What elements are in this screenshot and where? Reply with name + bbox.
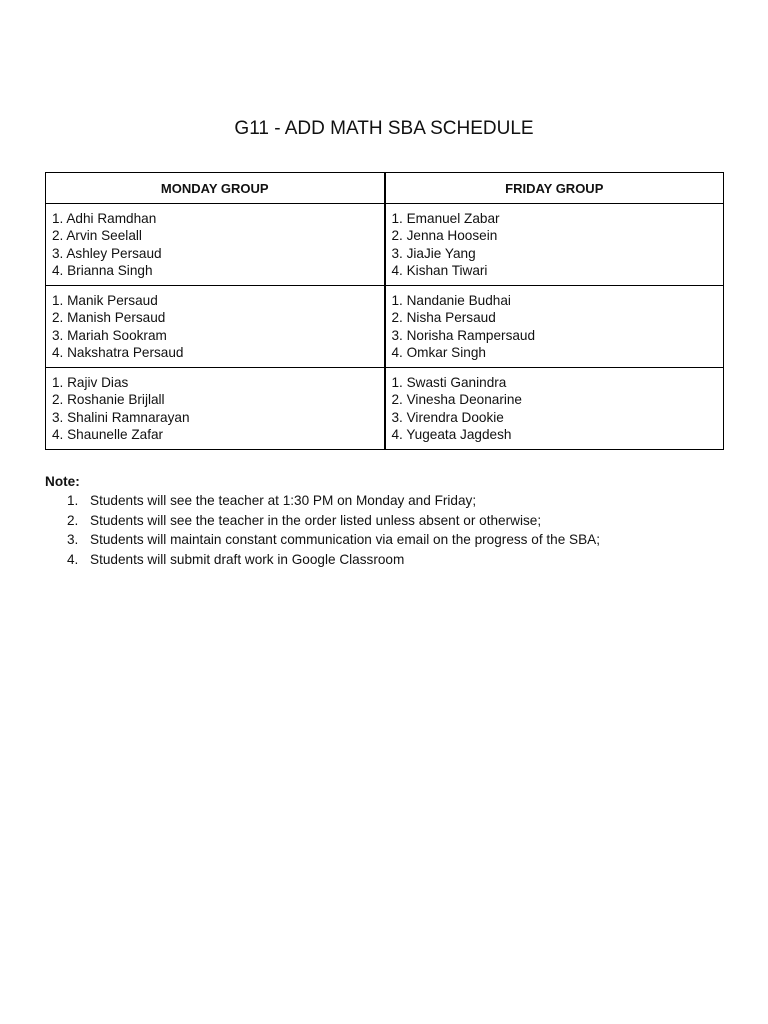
- table-row: [46, 286, 724, 368]
- header-friday-group: FRIDAY GROUP: [385, 173, 724, 204]
- note-number: 3.: [67, 532, 79, 548]
- note-text: Students will see the teacher in the order listed unless absent or otherwise;: [90, 512, 542, 528]
- student-name: 3. Norisha Rampersaud: [391, 327, 536, 343]
- student-name: 1. Rajiv Dias: [52, 375, 129, 390]
- note-number: 2.: [67, 512, 79, 528]
- student-name: 3. Mariah Sookram: [52, 327, 167, 343]
- table-header-row: [46, 173, 724, 204]
- note-text: Students will see the teacher at 1:30 PM on Monday and Friday;: [90, 493, 477, 508]
- student-name: 3. Ashley Persaud: [52, 245, 162, 261]
- note-number: 4.: [67, 552, 79, 568]
- friday-group-cell: [385, 204, 724, 286]
- note-item: [45, 511, 725, 531]
- notes-label: Note:: [45, 474, 80, 489]
- student-name: 4. Omkar Singh: [391, 344, 486, 360]
- student-name: 1. Swasti Ganindra: [391, 375, 507, 390]
- student-name: 2. Vinesha Deonarine: [391, 392, 522, 408]
- friday-group-cell: [385, 368, 724, 450]
- student-name: 3. Shalini Ramnarayan: [52, 409, 190, 425]
- friday-group-cell: [385, 286, 724, 368]
- student-name: 4. Yugeata Jagdesh: [391, 426, 512, 442]
- student-name: 3. Virendra Dookie: [391, 409, 504, 425]
- table-row: [46, 204, 724, 286]
- student-name: 1. Emanuel Zabar: [391, 211, 500, 226]
- document-title: G11 - ADD MATH SBA SCHEDULE: [234, 118, 534, 139]
- student-name: 1. Adhi Ramdhan: [52, 211, 157, 226]
- note-number: 1.: [67, 493, 79, 508]
- notes-section: [45, 472, 725, 570]
- student-name: 4. Brianna Singh: [52, 262, 153, 278]
- student-name: 2. Nisha Persaud: [391, 310, 496, 326]
- note-item: [45, 530, 725, 550]
- monday-group-cell: [46, 368, 385, 450]
- student-name: 1. Nandanie Budhai: [391, 293, 511, 308]
- student-name: 4. Shaunelle Zafar: [52, 426, 164, 442]
- student-name: 1. Manik Persaud: [52, 293, 158, 308]
- note-item: [45, 550, 725, 570]
- monday-group-cell: [46, 286, 385, 368]
- student-name: 2. Arvin Seelall: [52, 228, 142, 244]
- student-name: 4. Nakshatra Persaud: [52, 344, 184, 360]
- table-row: [46, 368, 724, 450]
- student-name: 4. Kishan Tiwari: [391, 262, 488, 278]
- student-name: 2. Roshanie Brijlall: [52, 392, 165, 408]
- student-name: 2. Manish Persaud: [52, 310, 166, 326]
- note-text: Students will maintain constant communication via email on the progress of the SBA;: [90, 532, 601, 548]
- schedule-table: [45, 172, 724, 450]
- header-monday-group: MONDAY GROUP: [46, 173, 385, 204]
- monday-group-cell: [46, 204, 385, 286]
- student-name: 2. Jenna Hoosein: [391, 228, 498, 244]
- note-item: [45, 491, 725, 511]
- note-text: Students will submit draft work in Google Classroom: [90, 552, 405, 568]
- student-name: 3. JiaJie Yang: [391, 245, 476, 261]
- notes-list: [45, 491, 725, 570]
